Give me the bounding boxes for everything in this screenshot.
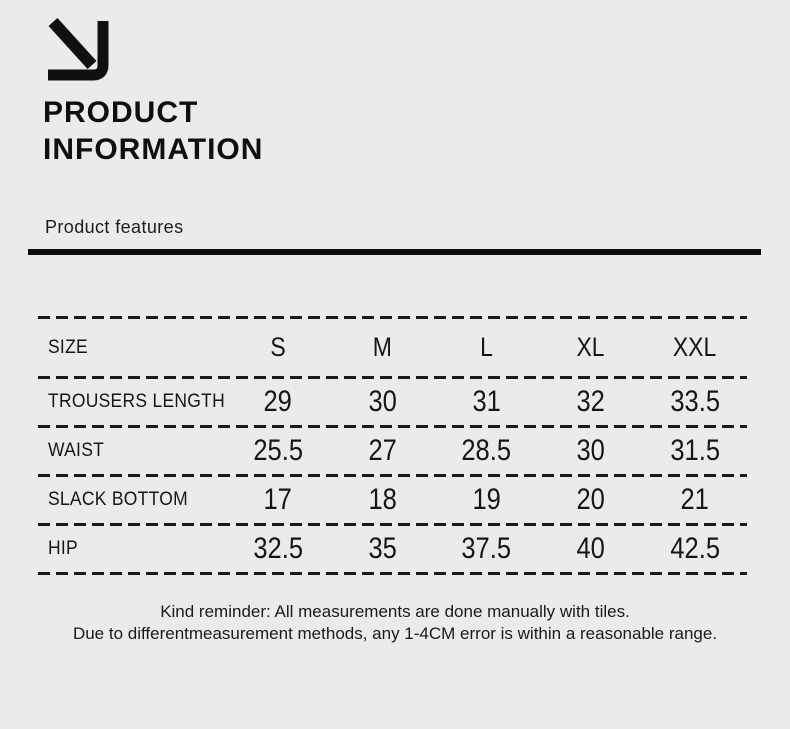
note-line2: Due to differentmeasurement methods, any 1-4CM error is within a reasonable range.: [72, 624, 718, 643]
section-label-product-features: Product features: [45, 217, 184, 237]
kind-reminder-note: [0, 601, 790, 645]
row-label: SLACK BOTTOM: [48, 489, 188, 510]
size-header-xxl: XXL: [673, 332, 717, 362]
note-line1: Kind reminder: All measurements are done manually with tiles.: [160, 602, 630, 621]
table-cell: 31: [472, 385, 501, 418]
table-cell: 35: [368, 532, 397, 565]
section-divider-rule: [28, 249, 761, 255]
size-header-xl: XL: [576, 332, 605, 362]
table-row-waist: [38, 428, 747, 474]
table-cell: 28.5: [461, 434, 512, 467]
table-cell: 37.5: [461, 532, 512, 565]
size-chart-table: [38, 316, 747, 575]
table-cell: 31.5: [670, 434, 720, 467]
table-cell: 30: [576, 434, 605, 467]
table-cell: 20: [576, 483, 605, 516]
table-cell: 30: [368, 385, 397, 418]
table-cell: 32.5: [253, 532, 303, 565]
size-header-l: L: [480, 332, 493, 362]
table-cell: 42.5: [670, 532, 720, 565]
page-title: [43, 94, 263, 168]
table-row-trousers-length: [38, 379, 747, 425]
table-cell: 21: [680, 483, 710, 516]
table-header-label: SIZE: [48, 336, 88, 358]
row-label: WAIST: [48, 440, 105, 461]
row-label: TROUSERS LENGTH: [48, 391, 226, 412]
table-row-slack-bottom: [38, 477, 747, 523]
table-cell: 33.5: [670, 385, 720, 418]
table-row-hip: [38, 526, 747, 572]
table-cell: 18: [368, 483, 397, 516]
page-title-line2: INFORMATION: [43, 133, 264, 166]
table-cell: 17: [263, 483, 293, 516]
table-cell: 27: [368, 434, 397, 467]
page-title-line1: PRODUCT: [43, 96, 199, 129]
table-border-bottom: [38, 572, 747, 575]
table-cell: 40: [576, 532, 605, 565]
table-cell: 32: [576, 385, 605, 418]
row-label: HIP: [48, 538, 78, 559]
table-cell: 25.5: [253, 434, 303, 467]
table-cell: 19: [472, 483, 501, 516]
size-header-s: S: [270, 332, 286, 362]
table-header-row: [38, 319, 747, 376]
table-cell: 29: [263, 385, 293, 418]
size-header-m: M: [372, 332, 392, 362]
arrow-down-right-icon: [47, 18, 113, 84]
